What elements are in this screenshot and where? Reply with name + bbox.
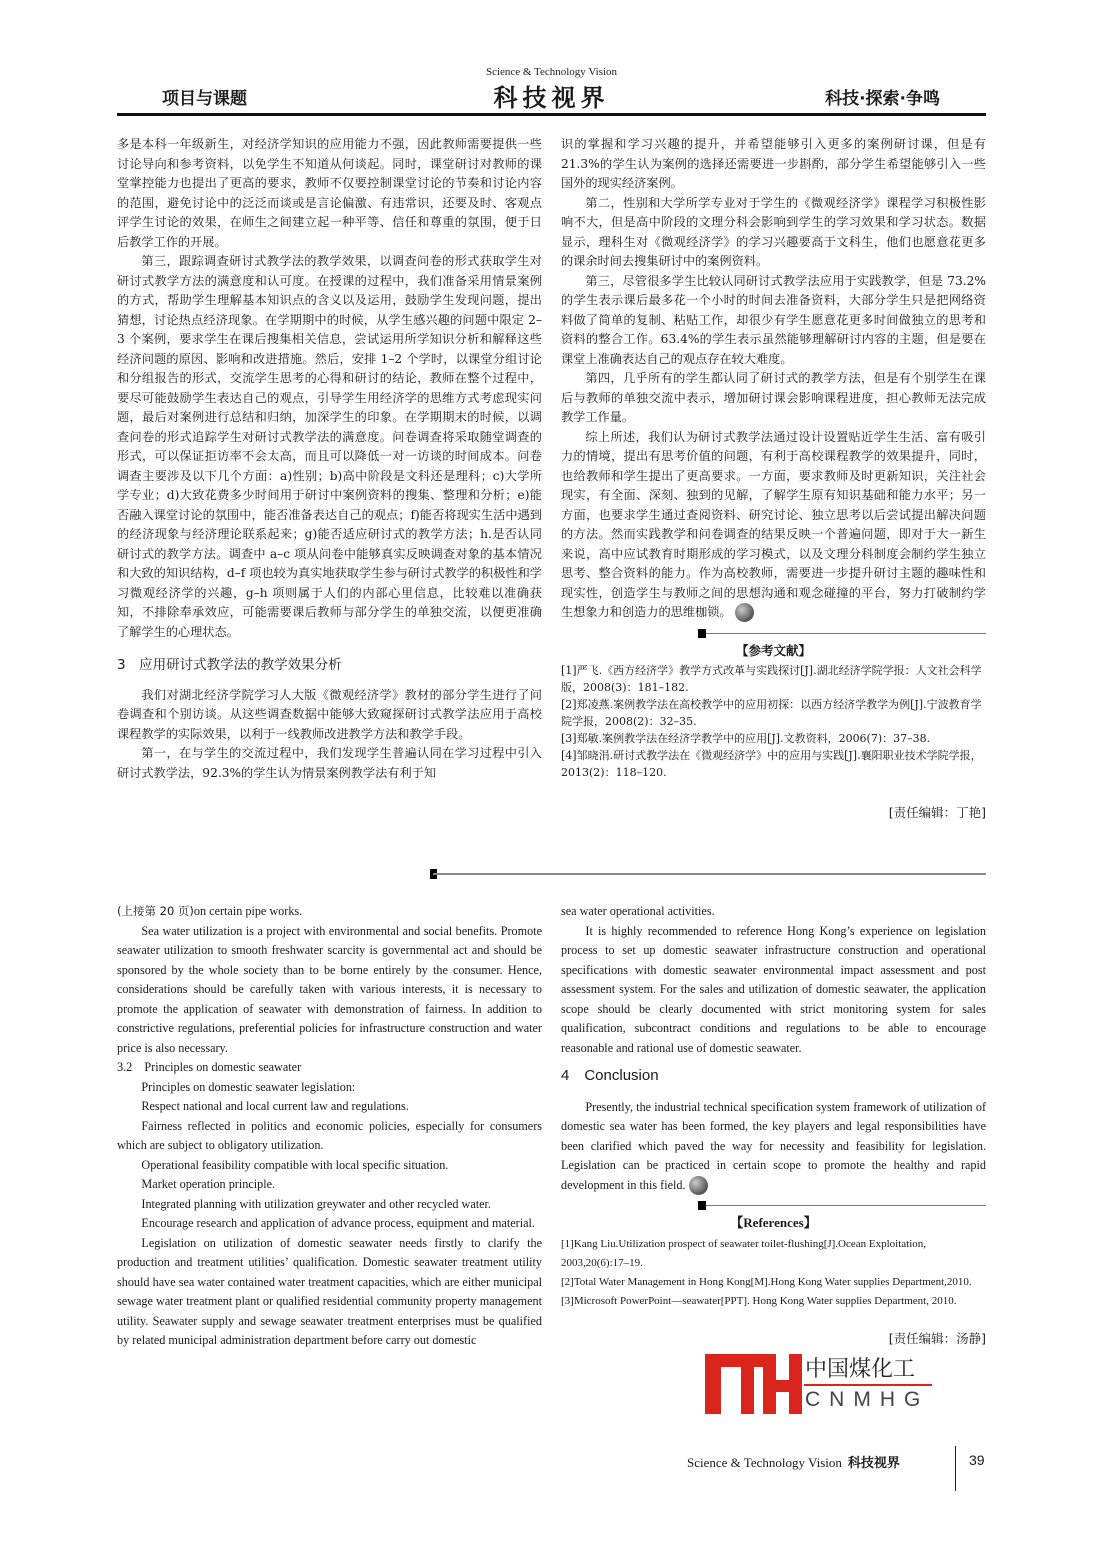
responsible-editor: [责任编辑：汤静] [888,1330,986,1346]
section-label-left: 项目与课题 [162,89,247,109]
references-title: 【参考文献】 [735,642,811,658]
paragraph-text: 综上所述，我们认为研讨式教学法通过设计设置贴近学生生活、富有吸引力的情境，提出有思考价值的问题，有利于高校课程教学的效果提升，同时，也给教师和学生提出了更高要求。一方面，要求教师及时更新知识，关注社会现实，有全面、深刻、独到的见解，了解学生原有知识基础和能力水平；另一方面，也要求学生通过查阅资料、研究讨论、独立思考以后尝试提出解决问题的方法。然而实践教学和问卷调查的结果反映一个普遍问题，即对于大一新生来说，高中应试教育时期形成的学习模式，以及文理分科制度会制约学生独立思考、整合资料的能力。作为高校教师，需要进一步提升研讨主题的趣味性和现实性，创造学生与教师之间的思想沟通和观念碰撞的平台，努力打破制约学生想象力和创造力的思维枷锁。 [561,429,986,619]
en-right-column [561,902,986,1348]
reference-item: [3]Microsoft PowerPoint—seawater[PPT]. Hong Kong Water supplies Department, 2010. [561,1294,957,1307]
reference-item: [2]郑凌燕.案例教学法在高校教学中的应用初探：以西方经济学教学为例[J].宁波教育学院学报，2008(2)：32–35. [561,698,982,728]
list-item: Market operation principle. [141,1177,276,1191]
paragraph: Legislation on utilization of domestic seawater needs firstly to clarify the production and treatment utilities’ qualification. Domestic seawater treatment utility should have sea water contained water treatment capacities, which are either municipal sewage water treatment plant or qualified residential community property management utility. Seawater supply and sewage seawater treatment enterprises must be qualified by related municipal administration department before carry out domestic [117,1235,542,1347]
rule-square-icon [698,1201,706,1210]
list-item: Operational feasibility compatible with local specific situation. [141,1157,449,1172]
section-heading: 4 Conclusion [561,1067,659,1084]
paragraph: 多是本科一年级新生，对经济学知识的应用能力不强，因此教师需要提供一些讨论导向和参考资料，以免学生不知道从何谈起。同时，课堂研讨对教师的课堂掌控能力也提出了更高的要求，教师不仅要控制课堂讨论的节奏和讨论内容的范围，避免讨论中的泛泛而谈或是言论偏激、有违常识，还要及时、客观点评学生讨论的效果，在师生之间建立起一种平等、信任和尊重的氛围，便于日后教学工作的开展。 [117,137,542,249]
article-end-icon: S [689,1176,708,1195]
reference-item: [2]Total Water Management in Hong Kong[M].Hong Kong Water supplies Department,2010. [561,1275,972,1288]
footer-journal-zh: 科技视界 [847,1456,900,1471]
list-item: Respect national and local current law and regulations. [141,1099,409,1113]
reference-item: [3]郑敏.案例教学法在经济学教学中的应用[J].文教资料，2006(7)：37–38. [561,732,931,745]
continued-from-tag[interactable]: (上接第 20 页) [117,904,194,918]
paragraph: 识的掌握和学习兴趣的提升，并希望能够引入更多的案例研讨课，但是有 21.3%的学生认为案例的选择还需要进一步斟酌，部分学生希望能够引入一些国外的现实经济案例。 [561,137,986,190]
list-item: Encourage research and application of advance process, equipment and material. [141,1216,535,1230]
watermark-name-en: CNMHG [805,1388,930,1411]
footer-divider [955,1446,956,1491]
section-label-right: 科技·探索·争鸣 [825,89,940,109]
reference-list [561,662,986,781]
section-heading: 3 应用研讨式教学法的教学效果分析 [117,657,342,673]
references-rule [561,1201,986,1213]
paragraph: 第一，在与学生的交流过程中，我们发现学生普遍认同在学习过程中引入研讨式教学法，92.3%的学生认为情景案例教学法有利于知 [117,746,542,780]
references-rule [561,629,986,641]
en-left-column [117,902,542,1351]
paragraph: It is highly recommended to reference Hong Kong’s experience on legislation process to set up domestic seawater infrastructure construction and operational specifications with domestic seawater environmental impact assessment and post assessment system. For the sales and utilization of domestic seawater, the application scope should be clearly documented with strict monitoring system for sales qualification, subcontract conditions and regulations to be able to encourage reasonable and rational use of domestic seawater. [561,923,986,1055]
header-rule [117,113,986,116]
footer-journal-en: Science & Technology Vision [687,1455,842,1470]
watermark-name-zh: 中国煤化工 [805,1357,916,1382]
footer-journal [687,1452,900,1471]
paragraph [561,1098,986,1196]
rule-square-icon [698,629,706,638]
responsible-editor: [责任编辑：丁艳] [888,805,986,820]
article-end-icon: S [735,603,754,622]
paragraph-text: on certain pipe works. [193,904,303,918]
journal-title: 科技视界 [493,84,610,112]
paragraph [561,428,986,623]
reference-item: [1]Kang Liu.Utilization prospect of seawater toilet-flushing[J].Ocean Exploitation, 2003,20(6):17–19. [561,1237,927,1269]
subsection-heading: 3.2 Principles on domestic seawater [117,1060,302,1074]
reference-item: [4]邹晓涓.研讨式教学法在《微观经济学》中的应用与实践[J].襄阳职业技术学院学报，2013(2)：118–120. [561,749,982,779]
zh-right-column [561,135,986,823]
journal-name-en: Science & Technology Vision [485,66,618,78]
references-title: 【References】 [730,1215,817,1231]
list-item: Principles on domestic seawater legislation: [141,1079,356,1094]
paragraph [117,902,542,922]
page-number: 39 [969,1452,985,1468]
list-item: Integrated planning with utilization greywater and other recycled water. [141,1196,491,1211]
paragraph: Sea water utilization is a project with environmental and social benefits. Promote seawater utilization to smooth freshwater scarcity is governmental act and should be sponsored by the whole society than to be borne entirely by the consumer. Hence, considerations should be carefully taken with various interests, it is necessary to promote the application of seawater with demonstration of fairness. In addition to constrictive regulations, preferential policies for infrastructure construction and water price is also necessary. [117,923,542,1055]
reference-list [561,1235,986,1311]
reference-item: [1]严飞.《西方经济学》教学方式改革与实践探讨[J].湖北经济学院学报：人文社会科学版，2008(3)：181–182. [561,664,982,694]
paragraph: 第三，尽管很多学生比较认同研讨式教学法应用于实践教学，但是 73.2%的学生表示课后最多花一个小时的时间去准备资料，大部分学生只是把网络资料做了简单的复制、粘贴工作，却很少有学生愿意花更多时间做独立的思考和资料的整合工作。63.4%的学生表示虽然能够理解研讨内容的主题，但是要在课堂上准确表达自己的观点存在较大难度。 [561,273,986,366]
watermark-logo [705,1352,995,1414]
paragraph: 第三，跟踪调查研讨式教学法的教学效果，以调查问卷的形式获取学生对研讨式教学方法的满意度和认可度。在授课的过程中，我们准备采用情景案例的方式，帮助学生理解基本知识点的含义以及运用，鼓励学生发现问题，提出猜想，讨论热点经济现象。在学期期中的时候，从学生感兴趣的问题中限定 2–3 个案例，要求学生在课后搜集相关信息，尝试运用所学知识分析和解释这些经济问题的原因、影响和改进措施。然后，安排 1–2 个学时，以课堂分组讨论和分组报告的形式，交流学生思考的心得和研讨的结论，教师在整个过程中，要尽可能鼓励学生表达自己的观点，引导学生用经济学的思维方式考虑现实问题，最后对案例进行总结和归纳，加深学生的印象。在学期期末的时候，以调查问卷的形式追踪学生对研讨式教学法的满意度。问卷调查将采取随堂调查的形式，可以保证拒访率不会太高，而且可以降低一对一访谈的时间成本。问卷调查主要涉及以下几个方面：a)性别；b)高中阶段是文科还是理科；c)大学所学专业；d)大致花费多少时间用于研讨中案例资料的搜集、整理和分析；e)能否融入课堂讨论的氛围中，能否准备表达自己的观点；f)能否将现实生活中遇到的经济现象与经济理论联系起来；g)能否适应研讨式的教学方法；h.是否认同研讨式的教学方法。调查中 a–c 项从问卷中能够真实反映调查对象的基本情况和大致的知识结构，d–f 项也较为真实地获取学生参与研讨式教学的积极性和学习微观经济学的兴趣，g–h 项则属于人们的内部心里信息，比较难以准确获知，不排除奉承效应，可能需要课后教师与部分学生的单独交流，以便更准确了解学生的心理状态。 [117,254,542,639]
paragraph: 第二，性别和大学所学专业对于学生的《微观经济学》课程学习积极性影响不大，但是高中阶段的文理分科会影响到学生的学习效果和学习状态。数据显示，理科生对《微观经济学》的学习兴趣要高于文科生，他们也愿意花更多的课余时间去搜集研讨中的案例资料。 [561,195,986,268]
paragraph: 第四，几乎所有的学生都认同了研讨式的教学方法，但是有个别学生在课后与教师的单独交流中表示，增加研讨课会影响课程进度，担心教师无法完成教学工作量。 [561,371,986,424]
paragraph: sea water operational activities. [561,904,715,918]
list-item: Fairness reflected in politics and economic policies, especially for consumers which are subject to obligatory utilization. [117,1118,542,1152]
zh-left-column [117,135,542,783]
article-divider [433,873,986,875]
paragraph-text: Presently, the industrial technical specification system framework of utilization of domestic sea water has been formed, the key players and legal responsibilities have been clarified which paved the way for necessity and feasibility for legislation. Legislation can be practiced in certain scope to promote the healthy and rapid development in this field. [561,1099,986,1192]
paragraph: 我们对湖北经济学院学习人大版《微观经济学》教材的部分学生进行了问卷调查和个别访谈。从这些调查数据中能够大致窥探研讨式教学法应用于高校课程教学的实际效果，以利于一线教师改进教学方法和教学手段。 [117,687,542,741]
